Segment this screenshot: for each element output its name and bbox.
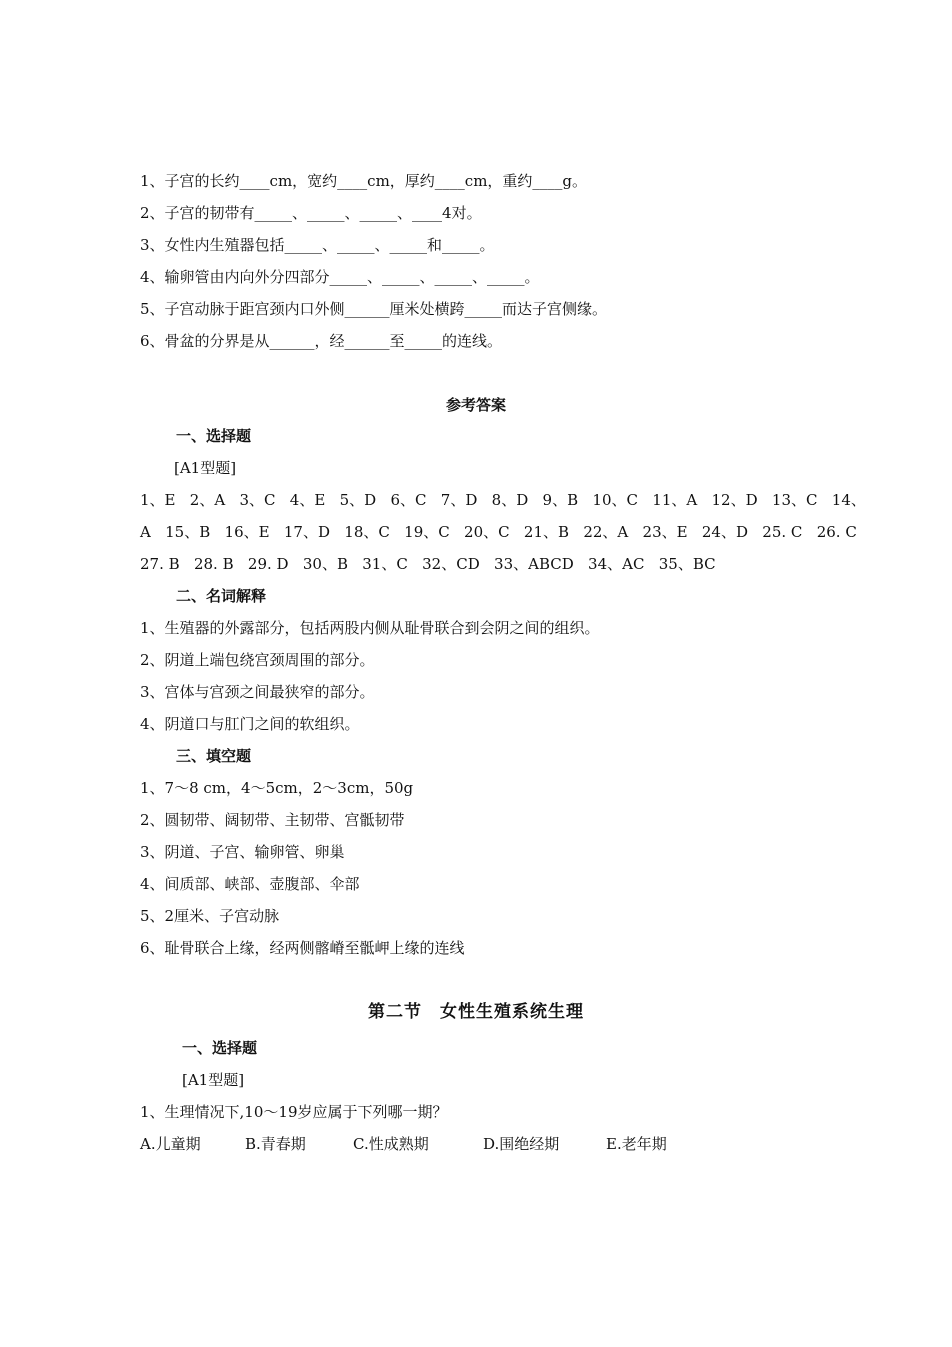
answers-section-terms: 二、名词解释 [176, 587, 267, 605]
answers-section-fill: 三、填空题 [176, 747, 252, 765]
fill-question-2: 2、子宫的韧带有_____、_____、_____、____4对。 [140, 204, 482, 222]
option-e: E.老年期 [606, 1135, 667, 1153]
answer-fill-1: 1、7～8 cm，4～5cm，2～3cm，50g [140, 779, 414, 797]
option-b: B.青春期 [245, 1135, 306, 1153]
answer-choice-line-1: 1、E 2、A 3、C 4、E 5、D 6、C 7、D 8、D 9、B 10、C 11、A 12、D 13、C 14、 [140, 491, 866, 509]
answers-a1-type: [A1型题] [174, 459, 237, 477]
fill-question-5: 5、子宫动脉于距宫颈内口外侧______厘米处横跨_____而达子宫侧缘。 [140, 300, 608, 318]
answer-term-1: 1、生殖器的外露部分，包括两股内侧从耻骨联合到会阴之间的组织。 [140, 619, 600, 637]
answer-choice-line-3: 27. B 28. B 29. D 30、B 31、C 32、CD 33、ABCD 34、AC 35、BC [140, 555, 716, 573]
option-c: C.性成熟期 [353, 1135, 429, 1153]
answer-term-4: 4、阴道口与肛门之间的软组织。 [140, 715, 360, 733]
answer-fill-3: 3、阴道、子宫、输卵管、卵巢 [140, 843, 345, 861]
section-two-choice-heading: 一、选择题 [182, 1039, 258, 1057]
fill-question-4: 4、输卵管由内向外分四部分_____、_____、_____、_____。 [140, 268, 540, 286]
answer-fill-6: 6、耻骨联合上缘，经两侧髂嵴至骶岬上缘的连线 [140, 939, 465, 957]
option-a: A.儿童期 [140, 1135, 201, 1153]
answer-fill-4: 4、间质部、峡部、壶腹部、伞部 [140, 875, 360, 893]
answer-choice-line-2: A 15、B 16、E 17、D 18、C 19、C 20、C 21、B 22、A 23、E 24、D 25. C 26. C [140, 523, 857, 541]
answer-term-3: 3、宫体与宫颈之间最狭窄的部分。 [140, 683, 375, 701]
question-1: 1、生理情况下,10～19岁应属于下列哪一期？ [140, 1103, 448, 1121]
answers-section-choice: 一、选择题 [176, 427, 252, 445]
fill-question-3: 3、女性内生殖器包括_____、_____、_____和_____。 [140, 236, 495, 254]
section-two-a1-type: [A1型题] [182, 1071, 245, 1089]
section-two-title: 第二节 女性生殖系统生理 [368, 1002, 584, 1022]
fill-question-6: 6、骨盆的分界是从______，经______至_____的连线。 [140, 332, 503, 350]
answer-term-2: 2、阴道上端包绕宫颈周围的部分。 [140, 651, 375, 669]
answer-fill-5: 5、2厘米、子宫动脉 [140, 907, 280, 925]
answer-fill-2: 2、圆韧带、阔韧带、主韧带、宫骶韧带 [140, 811, 405, 829]
fill-question-1: 1、子宫的长约____cm，宽约____cm，厚约____cm，重约____g。 [140, 172, 588, 190]
option-d: D.围绝经期 [483, 1135, 560, 1153]
answers-title: 参考答案 [445, 396, 506, 414]
